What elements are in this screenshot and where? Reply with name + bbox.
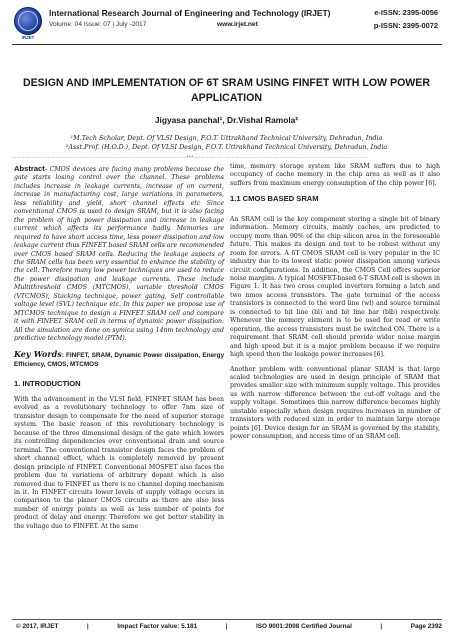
footer-page-number: Page 2392 — [410, 623, 442, 630]
right-column — [230, 163, 440, 448]
footer-impact-factor: Impact Factor value: 5.181 — [117, 623, 198, 630]
volume-info: Volume: 04 Issue: 07 | July -2017 — [49, 21, 147, 28]
irjet-logo-icon — [14, 7, 42, 35]
abstract-label: Abstract — [14, 164, 45, 173]
journal-website-link[interactable]: www.irjet.net — [217, 21, 258, 28]
section-heading-introduction: 1. INTRODUCTION — [14, 378, 81, 388]
journal-header — [12, 6, 442, 46]
keywords-label: Key Words — [14, 348, 62, 359]
affiliation-2: ²Asst.Prof. (H.O.D.), Dept. Of VLSI Design, F.O.T. Uttrakhand Technical University, Dehradun, India — [65, 143, 388, 151]
eissn: e-ISSN: 2395-0056 — [374, 8, 438, 17]
affiliation-1: ¹M.Tech Scholar, Dept. Of VLSI Design, F.O.T. Uttrakhand Technical University, Dehradun, India — [70, 134, 383, 142]
footer-separator: | — [86, 623, 89, 630]
footer-separator: | — [380, 623, 383, 630]
paper-title: DESIGN AND IMPLEMENTATION OF 6T SRAM USING FINFET WITH LOW POWER APPLICATION — [22, 77, 431, 104]
intro-paragraph: With the advancement in the VLSI field, FINFET SRAM has been evolved as a revolutionary technology to offer 7nm size of transistor design to compensate for the need of superior storage system. The basic reason of this revolutionary technology is because of the three dimensional design of the gate which lowers its controlling dependencies over conventional drain and source terminal. The conventional transistor design faces the problem of short channel effect, which is completely removed by present design principle of FINFET. Conventional MOSFET also faces the problem due to variations of arbitrary dopant which is also removed due to FINFET as there is no channel doping mechanism in it. In FINFET circuits lower levels of supply voltage occurs in comparison to the planer CMOS circuits as there are also less number of energy points as well as less number of points for product of delay and energy. Therefore we get better stability in the voltage due to FINFET. At the same — [14, 395, 224, 530]
footer-iso: ISO 9001:2008 Certified Journal — [255, 623, 352, 630]
footer-separator: | — [225, 623, 228, 630]
abstract — [14, 165, 224, 344]
section-heading-cmos-sram: 1.1 CMOS BASED SRAM — [230, 194, 319, 204]
logo-label: IRJET — [21, 35, 35, 40]
cmos-paragraph-1: An SRAM cell is the key component storing a single bit of binary information. Memory circuits, mainly caches, are predicted to occupy more than 90% of the chip silicon area in the foreseeable future. This makes its design and test to be robust without any room for errors. A 6T CMOS SRAM cell is very popular in the IC industry due to its lowest static power dissipation among various circuit configurations. In addition, the CMOS Cell offers superior noise margins. A typical MOSFET-based 6-T SRAM cell is shown in Figure 1. It has two cross coupled inverters forming a latch and two nmos access transistors. The gate terminal of the access transistors is connected to the word line (wl) and source terminal is connected to bit line (bl) and bit line bar (blb) respectively. Whenever the memory element is to be used for read or write operation, the access transistors must be switched ON. There is a requirement that SRAM cell should provide wider noise margin and high speed but it is a major problem because if we require high speed then the leakage power increases [6]. — [230, 215, 440, 359]
keywords-text: : FINFET, SRAM, Dynamic Power dissipation, Energy Efficiency, CMOS, MTCMOS — [14, 351, 225, 368]
journal-title: International Research Journal of Engineering and Technology (IRJET) — [49, 8, 331, 18]
authors: Jigyasa panchal¹, Dr.Vishal Ramola² — [154, 115, 299, 125]
cmos-paragraph-2: Another problem with conventional planar SRAM is that large scaled technologies are used in design principle of SRAM that provides smaller size with minimum supply voltage. This provides us with narrow difference between the cut-off voltage and the supply voltage. Sometimes this narrow difference becomes highly unstable especially when design requires increases in number of transistors with reduced size in order to maintain large storage points [6]. Device design for an SRAM is governed by the stability, power consumption, and access time of an SRAM cell. — [230, 365, 440, 441]
intro-paragraph-continued: time, memory storage system like SRAM suffers due to high occupancy of cache memory in the chip area as well as it also suffers from maximum energy consumption of the chip power [6]. — [230, 163, 440, 187]
keywords — [14, 350, 224, 369]
separator-line: ---------------------------------------------------------------------***--------------------------------------------------------------------- — [12, 155, 368, 160]
abstract-text: - CMOS devices are facing many problems because the gate starts losing control over the channel. These problems includes increase in leakage currents, increase of on current, increase in manufacturing cost, large variations in parameters, less reliability and yield, short channel effects etc Since conventional CMOS is used to design SRAM, but it is also facing the problem of high power dissipation and increase in leakage current which affects its performance badly. Memories are required to have short access time, less power dissipation and low leakage current thus FINFET based SRAM cells are recommended over CMOS based SRAM cells. Reducing the leakage aspects of the SRAM cells has been very essential to enhance the stability of the cell. Therefore many low power techniques are used to reduce the power dissipation and leakage currents. These include Multithreshold CMOS (MTCMOS), variable threshold CMOS (VTCMOS), Stacking technique, power gating, Self controllable voltage level (SVL) technique etc. In this paper we propose use of MTCMOS technique to design a FINFET SRAM cell and compare it with FINFET SRAM cell in terms of dynamic power dissipation. All the simulation are done on symica using 14nm technology and predictive technology model (PTM). — [14, 166, 224, 343]
page-footer — [16, 623, 442, 630]
footer-copyright: © 2017, IRJET — [16, 623, 59, 630]
left-column — [14, 165, 224, 537]
pissn: p-ISSN: 2395-0072 — [373, 21, 438, 30]
footer-divider — [12, 619, 442, 620]
header-divider — [12, 44, 442, 45]
